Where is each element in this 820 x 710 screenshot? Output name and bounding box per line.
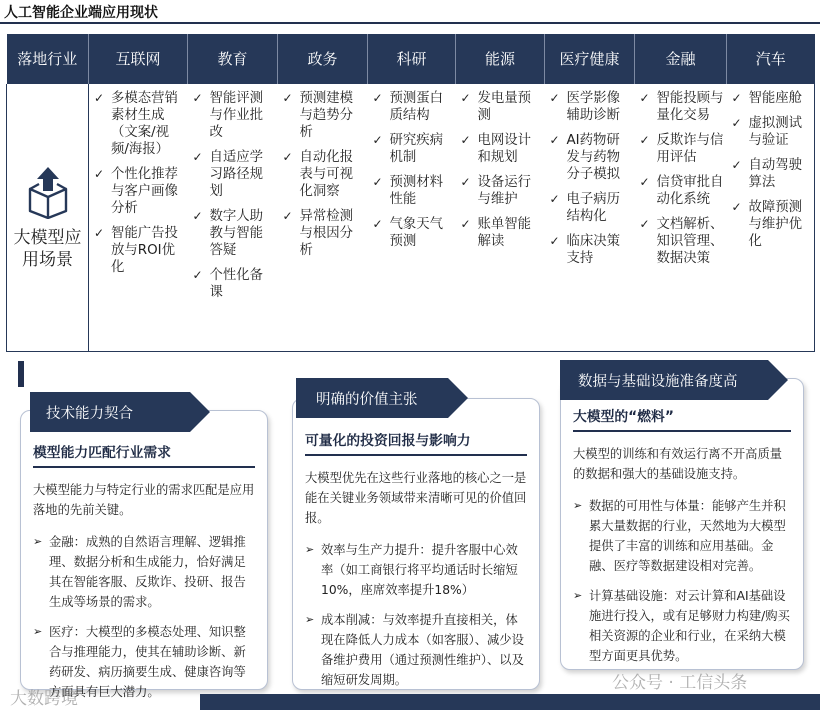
list-item: ✓ 账单智能解读 bbox=[460, 216, 543, 250]
panel-heading: 模型能力匹配行业需求 bbox=[33, 441, 255, 468]
panel-bullet: ➢ 成本削减：与效率提升直接相关，体现在降低人力成本（如客服）、减少设备维护费用（通过预测性维护）、以及缩短研发周期。 bbox=[305, 610, 527, 690]
list-item: ✓ 发电量预测 bbox=[460, 90, 543, 124]
cell-finance bbox=[635, 84, 727, 352]
panel-bullet: ➢ 数据的可用性与体量：能够产生并积累大量数据的行业，天然地为大模型提供了丰富的训练和应用基础。金融、医疗等数据建设相对完善。 bbox=[573, 496, 791, 576]
row-label: 大模型应用场景 bbox=[13, 227, 82, 270]
list-item: ✓ 自动驾驶算法 bbox=[731, 157, 813, 191]
list-item: ✓ 智能评测与作业批改 bbox=[192, 90, 276, 141]
watermark-right: 公众号 · 工信头条 bbox=[612, 673, 748, 693]
list-item: ✓ 电网设计和规划 bbox=[460, 132, 543, 166]
cell-automotive bbox=[727, 84, 815, 352]
title-divider bbox=[0, 22, 820, 24]
header-research: 科研 bbox=[368, 34, 456, 84]
panel-bullet: ➢ 金融：成熟的自然语言理解、逻辑推理、数据分析和生成能力，恰好满足其在智能客服、反欺诈、投研、报告生成等场景的需求。 bbox=[33, 532, 255, 612]
panel-bullet: ➢ 计算基础设施：对云计算和AI基础设施进行投入，或有足够财力构建/购买相关资源的企业和行业，在采纳大模型方面更具优势。 bbox=[573, 586, 791, 666]
table-row bbox=[7, 84, 815, 352]
box-upload-icon bbox=[27, 165, 69, 219]
list-item: ✓ 文档解析、知识管理、数据决策 bbox=[639, 216, 725, 267]
header-education: 教育 bbox=[188, 34, 278, 84]
list-item: ✓ 个性化备课 bbox=[192, 267, 276, 301]
list-item: ✓ 反欺诈与信用评估 bbox=[639, 132, 725, 166]
cell-government bbox=[278, 84, 368, 352]
header-healthcare: 医疗健康 bbox=[545, 34, 635, 84]
watermark-left: 大数跨境 bbox=[10, 689, 78, 709]
list-item: ✓ 多模态营销素材生成（文案/视频/海报） bbox=[93, 90, 186, 158]
panel-banner: 明确的价值主张 bbox=[296, 378, 448, 418]
panel-data-infra bbox=[560, 378, 804, 670]
cell-education bbox=[188, 84, 278, 352]
list-item: ✓ 异常检测与根因分析 bbox=[282, 208, 366, 259]
panel-value bbox=[292, 398, 540, 690]
list-item: ✓ 气象天气预测 bbox=[372, 216, 454, 250]
header-corner: 落地行业 bbox=[7, 34, 89, 84]
cell-healthcare bbox=[545, 84, 635, 352]
list-item: ✓ 信贷审批自动化系统 bbox=[639, 174, 725, 208]
panel-bullet: ➢ 医疗：大模型的多模态处理、知识整合与推理能力，使其在辅助诊断、新药研发、病历摘要生成、健康咨询等方面具有巨大潜力。 bbox=[33, 622, 255, 702]
panel-banner: 技术能力契合 bbox=[30, 392, 190, 432]
header-automotive: 汽车 bbox=[727, 34, 815, 84]
panel-bullet: ➢ 效率与生产力提升：提升客服中心效率（如工商银行将平均通话时长缩短10%，座席效率提升18%） bbox=[305, 540, 527, 600]
header-government: 政务 bbox=[278, 34, 368, 84]
list-item: ✓ 数字人助教与智能答疑 bbox=[192, 208, 276, 259]
list-item: ✓ 设备运行与维护 bbox=[460, 174, 543, 208]
panel-intro: 大模型优先在这些行业落地的核心之一是能在关键业务领域带来清晰可见的价值回报。 bbox=[305, 471, 527, 525]
panel-heading: 可量化的投资回报与影响力 bbox=[305, 429, 527, 456]
list-item: ✓ 智能座舱 bbox=[731, 90, 813, 107]
list-item: ✓ AI药物研发与药物分子模拟 bbox=[549, 132, 633, 183]
header-internet: 互联网 bbox=[89, 34, 188, 84]
panel-banner: 数据与基础设施准备度高 bbox=[560, 360, 768, 400]
list-item: ✓ 预测建模与趋势分析 bbox=[282, 90, 366, 141]
row-header bbox=[7, 84, 89, 352]
list-item: ✓ 医学影像辅助诊断 bbox=[549, 90, 633, 124]
list-item: ✓ 临床决策支持 bbox=[549, 233, 633, 267]
list-item: ✓ 预测蛋白质结构 bbox=[372, 90, 454, 124]
list-item: ✓ 智能投顾与量化交易 bbox=[639, 90, 725, 124]
footer-bar bbox=[200, 694, 820, 710]
panel-intro: 大模型能力与特定行业的需求匹配是应用落地的先前关键。 bbox=[33, 483, 255, 517]
panel-heading: 大模型的“燃料” bbox=[573, 405, 791, 432]
page-title: 人工智能企业端应用现状 bbox=[4, 5, 158, 21]
table-header-row bbox=[7, 34, 815, 84]
list-item: ✓ 自适应学习路径规划 bbox=[192, 149, 276, 200]
header-energy: 能源 bbox=[456, 34, 545, 84]
decorative-bar bbox=[18, 361, 24, 387]
cell-internet bbox=[89, 84, 188, 352]
panel-tech-fit bbox=[20, 410, 268, 699]
list-item: ✓ 预测材料性能 bbox=[372, 174, 454, 208]
list-item: ✓ 电子病历结构化 bbox=[549, 191, 633, 225]
panel-intro: 大模型的训练和有效运行离不开高质量的数据和强大的基础设施支持。 bbox=[573, 447, 783, 481]
list-item: ✓ 故障预测与维护优化 bbox=[731, 199, 813, 250]
industry-table bbox=[6, 34, 815, 352]
header-finance: 金融 bbox=[635, 34, 727, 84]
list-item: ✓ 自动化报表与可视化洞察 bbox=[282, 149, 366, 200]
cell-energy bbox=[456, 84, 545, 352]
cell-research bbox=[368, 84, 456, 352]
list-item: ✓ 个性化推荐与客户画像分析 bbox=[93, 166, 186, 217]
list-item: ✓ 智能广告投放与ROI优化 bbox=[93, 225, 186, 276]
list-item: ✓ 研究疾病机制 bbox=[372, 132, 454, 166]
list-item: ✓ 虚拟测试与验证 bbox=[731, 115, 813, 149]
